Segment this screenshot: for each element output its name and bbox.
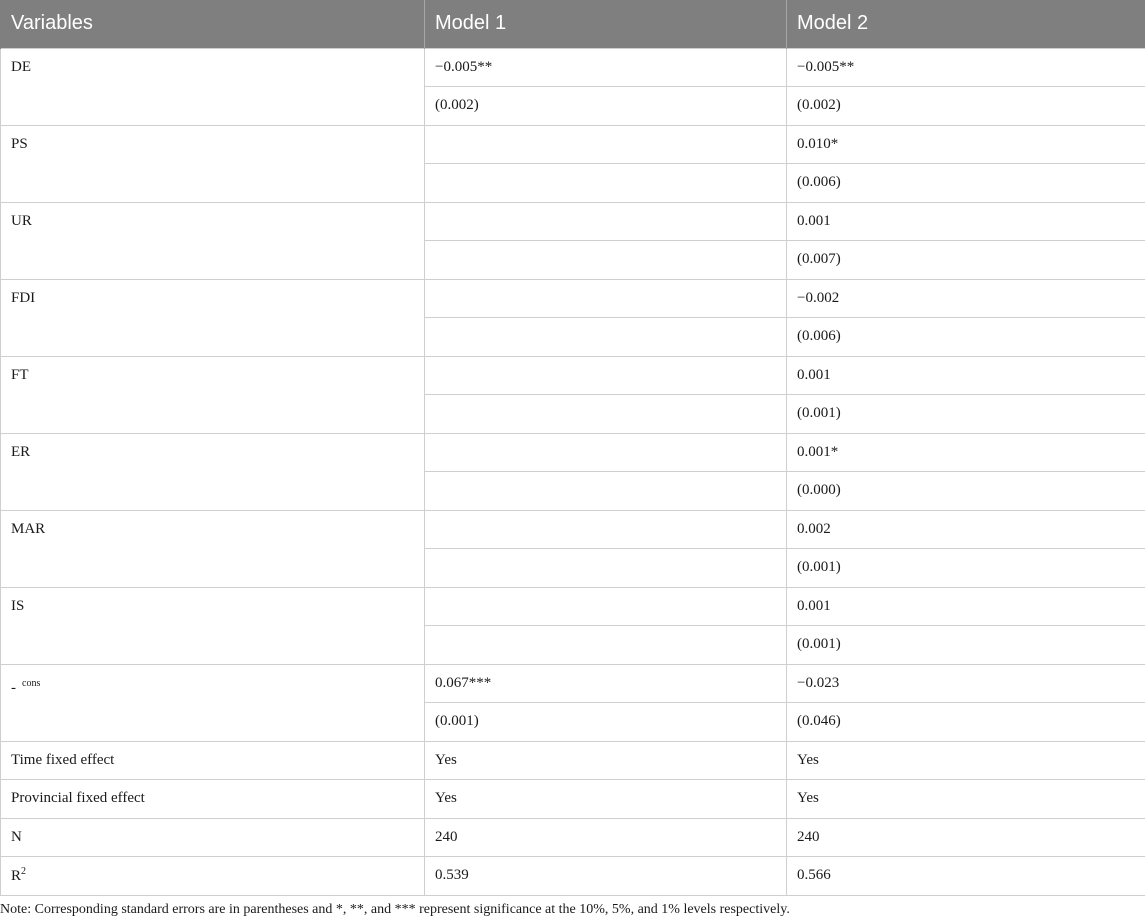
r-squared-base: R bbox=[11, 868, 22, 885]
model2-coef: 0.001 bbox=[787, 356, 1145, 395]
model1-coef bbox=[425, 587, 787, 626]
table-row bbox=[1, 356, 1145, 395]
model2-coef: 0.010* bbox=[787, 125, 1145, 164]
model1-se bbox=[425, 472, 787, 511]
model1-coef: −0.005** bbox=[425, 48, 787, 87]
model1-se bbox=[425, 549, 787, 588]
table-row bbox=[1, 202, 1145, 241]
table-row bbox=[1, 741, 1145, 780]
model2-se: (0.001) bbox=[787, 626, 1145, 665]
model2-se: (0.001) bbox=[787, 395, 1145, 434]
model1-coef bbox=[425, 279, 787, 318]
header-model-2: Model 2 bbox=[787, 0, 1145, 48]
model2-coef: 0.002 bbox=[787, 510, 1145, 549]
variable-label: IS bbox=[1, 587, 425, 664]
model1-coef: 0.067*** bbox=[425, 664, 787, 703]
model2-coef: 0.001 bbox=[787, 202, 1145, 241]
model2-se: (0.001) bbox=[787, 549, 1145, 588]
row-label-r-squared bbox=[1, 857, 425, 896]
model2-se: (0.046) bbox=[787, 703, 1145, 742]
model2-se: (0.000) bbox=[787, 472, 1145, 511]
row-label-n: N bbox=[1, 818, 425, 857]
variable-label: DE bbox=[1, 48, 425, 125]
table-row bbox=[1, 664, 1145, 703]
table-header bbox=[1, 0, 1145, 48]
table-body bbox=[1, 48, 1145, 895]
table-row bbox=[1, 279, 1145, 318]
model1-se bbox=[425, 626, 787, 665]
cons-label-sup: cons bbox=[22, 677, 41, 689]
table-row bbox=[1, 857, 1145, 896]
model2-value: Yes bbox=[787, 780, 1145, 819]
model1-coef bbox=[425, 125, 787, 164]
model2-coef: 0.001* bbox=[787, 433, 1145, 472]
model2-coef: −0.002 bbox=[787, 279, 1145, 318]
r-squared-sup: 2 bbox=[21, 866, 27, 878]
variable-label-cons bbox=[1, 664, 425, 741]
header-variables: Variables bbox=[1, 0, 425, 48]
model1-coef bbox=[425, 433, 787, 472]
variable-label: ER bbox=[1, 433, 425, 510]
table-note: Note: Corresponding standard errors are in parentheses and *, **, and *** represent significance at the 10%, 5%, and 1% levels respectively. bbox=[0, 902, 790, 917]
header-row bbox=[1, 0, 1145, 48]
header-model-1: Model 1 bbox=[425, 0, 787, 48]
model1-value: Yes bbox=[425, 741, 787, 780]
model1-se bbox=[425, 241, 787, 280]
variable-label: FDI bbox=[1, 279, 425, 356]
model1-se bbox=[425, 318, 787, 357]
model2-value: 0.566 bbox=[787, 857, 1145, 896]
model2-coef: −0.005** bbox=[787, 48, 1145, 87]
model1-se bbox=[425, 164, 787, 203]
table-row bbox=[1, 48, 1145, 87]
model1-value: Yes bbox=[425, 780, 787, 819]
table-row bbox=[1, 587, 1145, 626]
model2-se: (0.006) bbox=[787, 164, 1145, 203]
table-row bbox=[1, 780, 1145, 819]
model2-se: (0.006) bbox=[787, 318, 1145, 357]
model1-se: (0.001) bbox=[425, 703, 787, 742]
model1-value: 0.539 bbox=[425, 857, 787, 896]
model2-coef: −0.023 bbox=[787, 664, 1145, 703]
variable-label: FT bbox=[1, 356, 425, 433]
cons-label-dash: - bbox=[11, 679, 16, 696]
row-label-provincial-fixed-effect: Provincial fixed effect bbox=[1, 780, 425, 819]
variable-label: PS bbox=[1, 125, 425, 202]
model2-value: Yes bbox=[787, 741, 1145, 780]
model1-coef bbox=[425, 202, 787, 241]
model1-value: 240 bbox=[425, 818, 787, 857]
table-row bbox=[1, 510, 1145, 549]
variable-label: MAR bbox=[1, 510, 425, 587]
model2-se: (0.002) bbox=[787, 87, 1145, 126]
table-row bbox=[1, 125, 1145, 164]
table-row bbox=[1, 433, 1145, 472]
table-row bbox=[1, 818, 1145, 857]
variable-label: UR bbox=[1, 202, 425, 279]
model2-value: 240 bbox=[787, 818, 1145, 857]
model1-coef bbox=[425, 356, 787, 395]
model1-se bbox=[425, 395, 787, 434]
model1-se: (0.002) bbox=[425, 87, 787, 126]
model2-se: (0.007) bbox=[787, 241, 1145, 280]
model1-coef bbox=[425, 510, 787, 549]
row-label-time-fixed-effect: Time fixed effect bbox=[1, 741, 425, 780]
model2-coef: 0.001 bbox=[787, 587, 1145, 626]
